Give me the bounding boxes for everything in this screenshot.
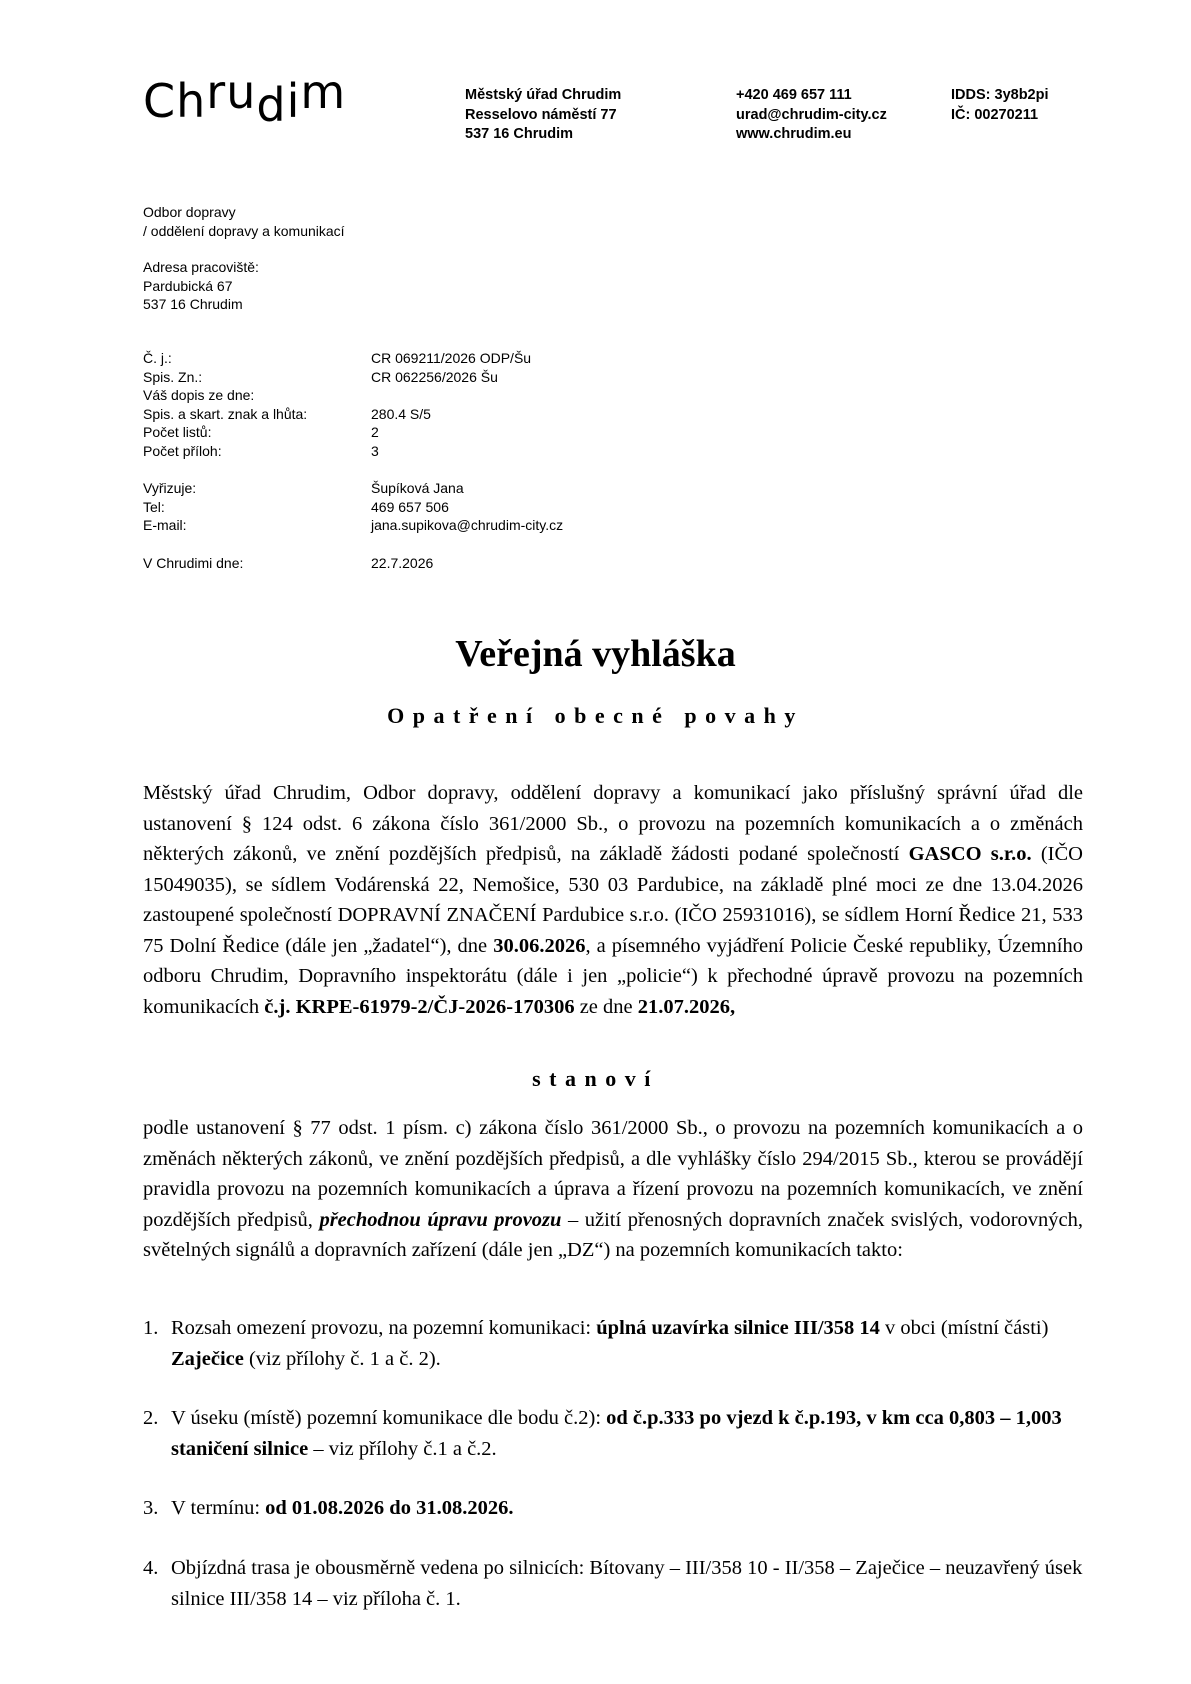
office-phone: +420 469 657 111: [736, 87, 852, 103]
item-text: (viz přílohy č. 1 a č. 2).: [243, 1347, 441, 1370]
meta-label: E-mail:: [143, 517, 187, 533]
meta-label: Počet příloh:: [143, 442, 222, 459]
office-ids: [951, 86, 1049, 125]
meta-label: Vyřizuje:: [143, 480, 197, 496]
meta-value: CR 062256/2026 Šu: [371, 368, 498, 385]
item-text: v obci (místní části): [879, 1317, 1049, 1339]
decision-text: podle ustanovení § 77 odst. 1 písm. c) zákona číslo 361/2000 Sb., o provozu na pozemních komunikacích a o změnách některých zákonů, ve znění pozdějších předpisů, a dle vyhlášky číslo 294/2015 Sb., kterou se provádějí pravidla provozu na pozemních komunikacích a úprava a řízení provozu na pozemních komunikacích, ve znění pozdějších předpisů,: [143, 1117, 1083, 1231]
meta-label: Váš dopis ze dne:: [143, 387, 255, 403]
decision-paragraph: [143, 1113, 1083, 1266]
item-text: V úseku (místě) pozemní komunikace dle bodu č.2):: [171, 1407, 607, 1429]
city-logo: [143, 65, 347, 132]
intro-text: , a písemného vyjádření Policie České republiky, Územního odboru Chrudim, Dopravního inspektorátu (dále i jen „policie“) k přechodné úpravě provozu na pozemních komunikacích: [143, 934, 1083, 1018]
list-item-number: 4.: [143, 1557, 159, 1579]
list-item-number: 1.: [143, 1317, 159, 1339]
logo-text-ch: Ch: [143, 74, 207, 128]
meta-label: Č. j.:: [143, 350, 172, 366]
meta-label: Spis. Zn.:: [143, 368, 203, 385]
office-email: urad@chrudim-city.cz: [736, 106, 887, 123]
office-ic: IČ: 00270211: [951, 106, 1039, 123]
intro-text: (IČO 15049035), se sídlem Vodárenská 22, Nemošice, 530 03 Pardubice, na základě plné moci ze dne 13.04.2026 zastoupené společností DOPRAVNÍ ZNAČENÍ Pardubice s.r.o. (IČO 25931016), se sídlem Horní Ředice 21, 533 75 Dolní Ředice (dále jen „žadatel“), dne: [143, 843, 1083, 957]
police-date: 21.07.2026,: [637, 995, 736, 1018]
office-website: www.chrudim.eu: [736, 126, 852, 142]
workplace-street: Pardubická 67: [143, 277, 233, 294]
department-unit: / oddělení dopravy a komunikací: [143, 222, 345, 239]
logo-text-ru: ru: [206, 65, 257, 119]
list-item-number: 2.: [143, 1407, 159, 1429]
item-bold: úplná uzavírka silnice III/358 14: [596, 1317, 880, 1339]
workplace-block: [143, 258, 259, 314]
item-text: V termínu:: [171, 1497, 266, 1519]
meta-value: 2: [371, 424, 379, 440]
decision-heading: stanoví: [532, 1066, 659, 1091]
list-item: [143, 1313, 1083, 1374]
item-text: Objízdná trasa je obousměrně vedena po silnicích: Bítovany – III/358 10 - II/358 – Zaječice – neuzavřený úsek silnice III/358 14 – viz příloha č. 1.: [171, 1557, 1083, 1610]
item-bold: od č.p.333 po vjezd k č.p.193, v km cca 0,803 – 1,003 staničení silnice: [171, 1407, 1062, 1460]
list-item-number: 3.: [143, 1497, 159, 1519]
logo-text-m: m: [300, 65, 347, 119]
logo-text-d: d: [256, 78, 287, 132]
department-name: Odbor dopravy: [143, 204, 236, 220]
application-date: 30.06.2026: [493, 934, 586, 957]
meta-label: Tel:: [143, 498, 165, 515]
document-title: Veřejná vyhláška: [455, 633, 736, 675]
workplace-label: Adresa pracoviště:: [143, 259, 259, 275]
decision-emphasis: přechodnou úpravu provozu: [319, 1208, 562, 1231]
meta-value: 469 657 506: [371, 498, 449, 515]
decision-text: – užití přenosných dopravních značek svislých, vodorovných, světelných signálů a dopravních zařízení (dále jen „DZ“) na pozemních komunikacích takto:: [143, 1208, 1084, 1261]
applicant-name: GASCO s.r.o.: [908, 843, 1032, 865]
meta-value: 22.7.2026: [371, 554, 434, 571]
meta-value: jana.supikova@chrudim-city.cz: [371, 517, 564, 533]
office-contact: [736, 86, 887, 145]
meta-label: Počet listů:: [143, 424, 212, 440]
office-street: Resselovo náměstí 77: [465, 106, 617, 123]
meta-value: 280.4 S/5: [371, 405, 431, 422]
meta-value: Šupíková Jana: [371, 480, 464, 496]
office-idds: IDDS: 3y8b2pi: [951, 87, 1049, 103]
item-bold: od 01.08.2026 do 31.08.2026.: [265, 1497, 514, 1519]
meta-value: CR 069211/2026 ODP/Šu: [371, 350, 532, 366]
intro-paragraph: [143, 778, 1083, 1022]
list-item: [143, 1403, 1083, 1464]
police-reference: č.j. KRPE-61979-2/ČJ-2026-170306: [264, 995, 575, 1018]
office-city: 537 16 Chrudim: [465, 126, 573, 142]
intro-text: ze dne: [574, 995, 638, 1018]
item-text: – viz přílohy č.1 a č.2.: [308, 1437, 497, 1460]
item-text: Rozsah omezení provozu, na pozemní komunikaci:: [171, 1317, 597, 1339]
office-name: Městský úřad Chrudim: [465, 87, 622, 103]
list-item: [143, 1553, 1083, 1614]
document-subtitle: Opatření obecné povahy: [387, 703, 804, 728]
workplace-city: 537 16 Chrudim: [143, 296, 243, 312]
office-address: [465, 86, 621, 145]
meta-label: Spis. a skart. znak a lhůta:: [143, 405, 308, 422]
department-block: [143, 203, 345, 240]
list-item: [143, 1493, 1083, 1524]
item-bold: Zaječice: [171, 1347, 244, 1370]
logo-text-i: i: [286, 74, 301, 128]
meta-value: 3: [371, 442, 379, 459]
intro-text: Městský úřad Chrudim, Odbor dopravy, oddělení dopravy a komunikací jako příslušný správní úřad dle ustanovení § 124 odst. 6 zákona číslo 361/2000 Sb., o provozu na pozemních komunikacích a o změnách některých zákonů, ve znění pozdějších předpisů, na základě žádosti podané společností: [143, 782, 1083, 865]
meta-label: V Chrudimi dne:: [143, 554, 244, 571]
